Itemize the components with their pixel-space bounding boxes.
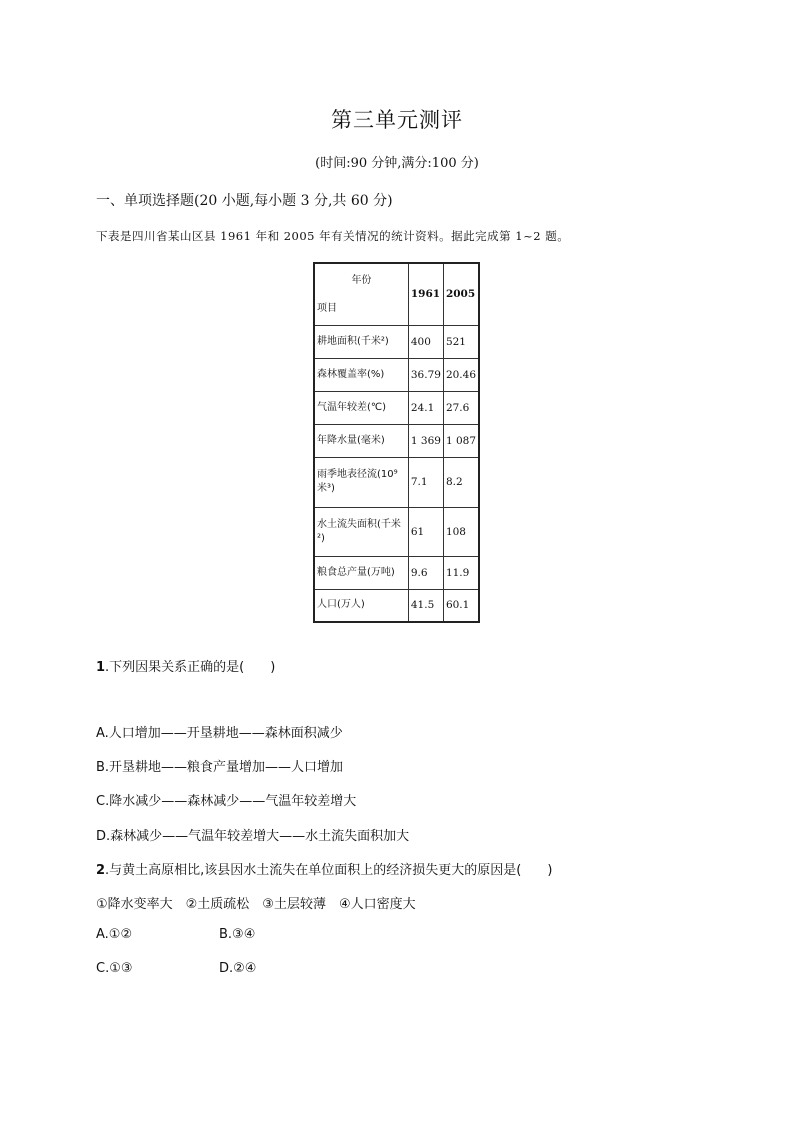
statistics-table [313, 262, 480, 623]
question-1-option-a: A.人口增加——开垦耕地——森林面积减少 [96, 726, 343, 741]
question-1-number: 1 [96, 660, 106, 675]
value-1961: 9.6 [408, 556, 443, 589]
table-row [314, 507, 479, 556]
section-heading: 一、单项选择题(20 小题,每小题 3 分,共 60 分) [96, 193, 393, 209]
row-label: 森林覆盖率(%) [314, 358, 408, 391]
question-1-text: .下列因果关系正确的是( ) [105, 660, 276, 675]
question-1 [96, 656, 275, 675]
question-2-statements: ①降水变率大 ②土质疏松 ③土层较薄 ④人口密度大 [96, 897, 416, 912]
question-2-option-b: B.③④ [219, 927, 256, 942]
question-1-option-c: C.降水减少——森林减少——气温年较差增大 [96, 794, 357, 809]
value-1961: 24.1 [408, 391, 443, 424]
header-2005: 2005 [443, 263, 479, 325]
question-1-option-d: D.森林减少——气温年较差增大——水土流失面积加大 [96, 829, 410, 844]
question-2-option-a: A.①② [96, 927, 133, 942]
value-1961: 400 [408, 325, 443, 358]
question-1-option-b: B.开垦耕地——粮食产量增加——人口增加 [96, 760, 344, 775]
header-1961: 1961 [408, 263, 443, 325]
table-row [314, 556, 479, 589]
page-subtitle: (时间:90 分钟,满分:100 分) [315, 156, 479, 171]
table-header-cell [314, 263, 408, 325]
value-1961: 1 369 [408, 424, 443, 457]
table-row [314, 391, 479, 424]
page-title: 第三单元测评 [331, 108, 463, 132]
value-1961: 7.1 [408, 457, 443, 507]
value-2005: 8.2 [443, 457, 479, 507]
value-2005: 11.9 [443, 556, 479, 589]
value-2005: 521 [443, 325, 479, 358]
value-2005: 60.1 [443, 589, 479, 622]
table-row [314, 325, 479, 358]
table-row [314, 358, 479, 391]
value-1961: 61 [408, 507, 443, 556]
row-label: 雨季地表径流(10⁹米³) [314, 457, 408, 507]
value-2005: 108 [443, 507, 479, 556]
row-label: 水土流失面积(千米²) [314, 507, 408, 556]
question-2 [96, 859, 552, 878]
value-1961: 36.79 [408, 358, 443, 391]
value-2005: 1 087 [443, 424, 479, 457]
table-row [314, 457, 479, 507]
row-label: 气温年较差(℃) [314, 391, 408, 424]
value-2005: 20.46 [443, 358, 479, 391]
table-row [314, 589, 479, 622]
question-2-text: .与黄土高原相比,该县因水土流失在单位面积上的经济损失更大的原因是( ) [105, 863, 553, 878]
row-label: 年降水量(毫米) [314, 424, 408, 457]
row-label: 人口(万人) [314, 589, 408, 622]
intro-text: 下表是四川省某山区县 1961 年和 2005 年有关情况的统计资料。据此完成第 1~2 题。 [96, 229, 570, 243]
question-2-number: 2 [96, 863, 106, 878]
question-2-option-d: D.②④ [219, 961, 257, 976]
value-1961: 41.5 [408, 589, 443, 622]
value-2005: 27.6 [443, 391, 479, 424]
header-year-label: 年份 [351, 275, 372, 287]
question-2-option-c: C.①③ [96, 961, 133, 976]
row-label: 粮食总产量(万吨) [314, 556, 408, 589]
table-row [314, 424, 479, 457]
header-item-label: 项目 [317, 303, 337, 315]
row-label: 耕地面积(千米²) [314, 325, 408, 358]
table-header-row [314, 263, 479, 325]
